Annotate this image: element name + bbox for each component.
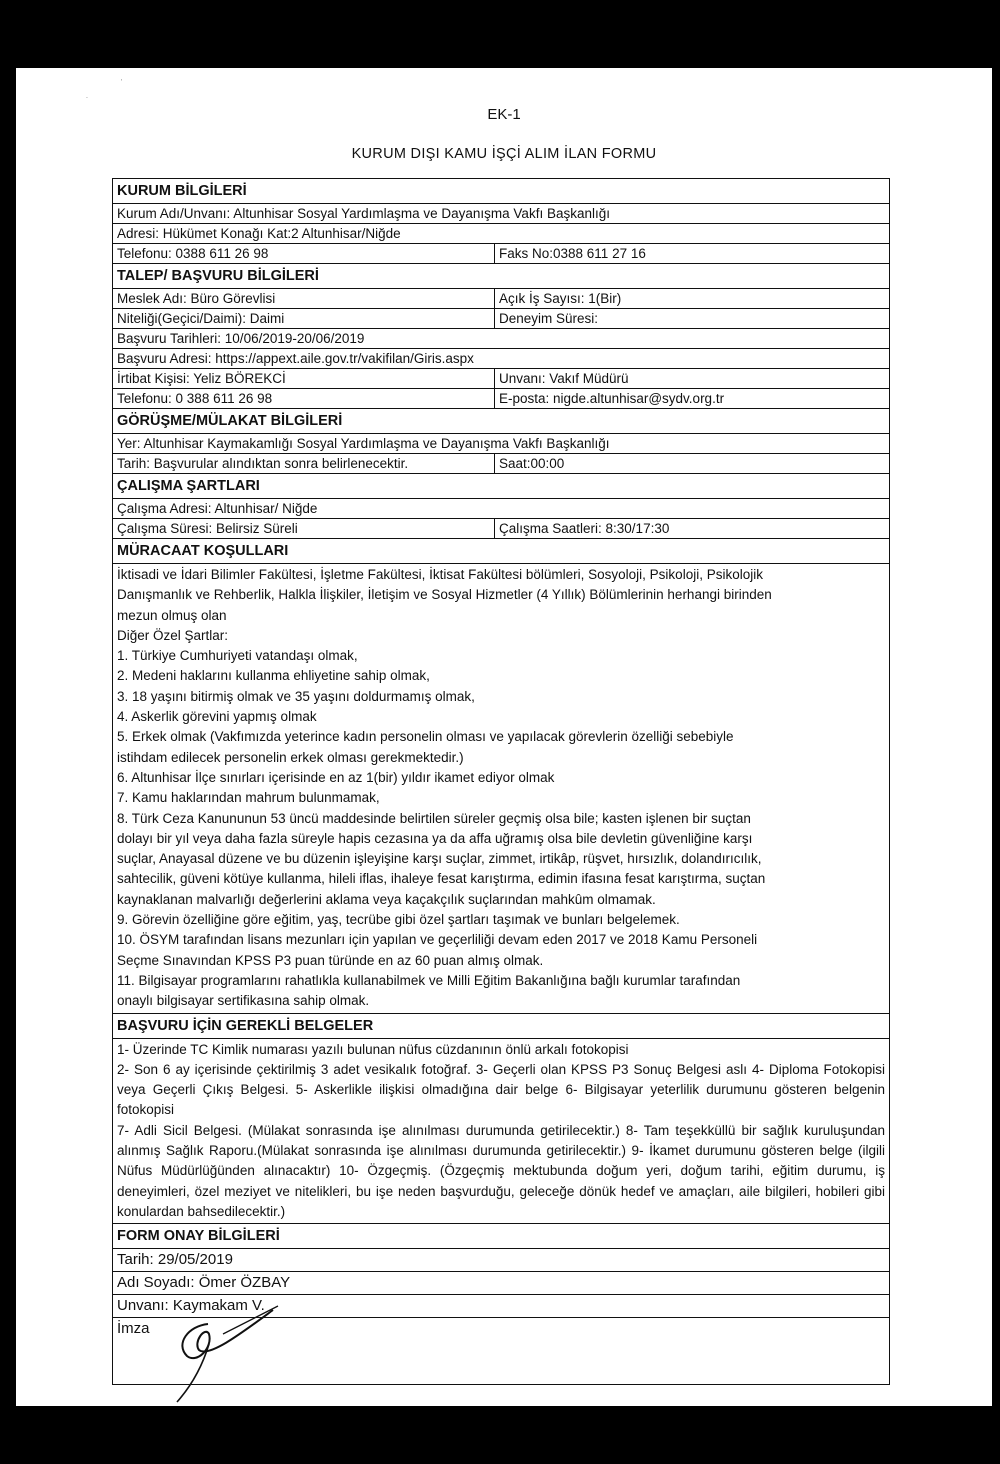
talep-row-1 [113, 289, 889, 309]
section-heading-onay: FORM ONAY BİLGİLERİ [113, 1224, 889, 1249]
muracaat-kosullari-text: İktisadi ve İdari Bilimler Fakültesi, İşletme Fakültesi, İktisat Fakültesi bölümleri, Sosyoloji, Psikoloji, Psikolojik Danışmanlık ve Rehberlik, Halkla İlişkiler, İletişim ve Sosyal Hizmetler (4 Yıllık) Bölümlerinin herhangi birinden mezun olmuş olan Diğer Özel Şartlar: 1. Türkiye Cumhuriyeti vatandaşı olmak, 2. Medeni haklarını kullanma ehliyetine sahip olmak, 3. 18 yaşını bitirmiş olmak ve 35 yaşını doldurmamış olmak, 4. Askerlik görevini yapmış olmak 5. Erkek olmak (Vakfımızda yeterince kadın personelin olması ve yapılacak görevlerin özelliği sebebiyle istihdam edilecek personelin erkek olması gerekmektedir.) 6. Altunhisar İlçe sınırları içerisinde en az 1(bir) yıldır ikamet ediyor olmak 7. Kamu haklarından mahrum bulunmamak, 8. Türk Ceza Kanununun 53 üncü maddesinde belirtilen süreler geçmiş olsa bile; kasten işlenen bir suçtan dolayı bir yıl veya daha fazla süreyle hapis cezasına ya da affa uğramış olsa bile devletin güvenliğine karşı suçlar, Anayasal düzene ve bu düzenin işleyişine karşı suçlar, zimmet, irtikâp, rüşvet, hırsızlık, dolandırıcılık, sahtecilik, güveni kötüye kullanma, hileli iflas, ihaleye fesat karıştırma, edimin ifasına fesat karıştırma, suçtan kaynaklanan malvarlığı değerlerini aklama veya kaçakçılık suçlarından mahkûm olmamak. 9. Görevin özelliğine göre eğitim, yaş, tecrübe gibi özel şartları taşımak ve bunları belgelemek. 10. ÖSYM tarafından lisans mezunları için yapılan ve geçerliliği devam eden 2017 ve 2018 Kamu Personeli Seçme Sınavından KPSS P3 puan türünde en az 60 puan almış olmak. 11. Bilgisayar programlarını rahatlıkla kullanabilmek ve Milli Eğitim Bakanlığına bağlı kurumlar tarafından onaylı bilgisayar sertifikasına sahip olmak. [113, 564, 889, 1014]
onay-unvani: Unvanı: Kaymakam V. [113, 1295, 889, 1318]
imza-row [113, 1318, 889, 1384]
scan-speck: ˙ [86, 96, 89, 105]
gorusme-tarih: Tarih: Başvurular alındıktan sonra belirlenecektir. [113, 454, 495, 473]
kurum-telefon: Telefonu: 0388 611 26 98 [113, 244, 495, 263]
gorusme-row [113, 454, 889, 474]
basvuru-adresi: Başvuru Adresi: https://appext.aile.gov.tr/vakifilan/Giris.aspx [113, 349, 889, 369]
calisma-saatleri: Çalışma Saatleri: 8:30/17:30 [499, 521, 670, 536]
kurum-contact-row [113, 244, 889, 264]
deneyim-suresi: Deneyim Süresi: [499, 311, 599, 326]
section-heading-calisma: ÇALIŞMA ŞARTLARI [113, 474, 889, 499]
section-heading-belgeler: BAŞVURU İÇİN GEREKLİ BELGELER [113, 1014, 889, 1039]
signature-icon [153, 1304, 293, 1404]
gorusme-yer: Yer: Altunhisar Kaymakamlığı Sosyal Yardımlaşma ve Dayanışma Vakfı Başkanlığı [113, 434, 889, 454]
imza-label: İmza [117, 1320, 150, 1338]
page-title: KURUM DIŞI KAMU İŞÇİ ALIM İLAN FORMU [351, 146, 657, 162]
kurum-faks: Faks No:0388 611 27 16 [499, 246, 646, 261]
talep-row-2 [113, 309, 889, 329]
gorusme-saat: Saat:00:00 [499, 456, 565, 471]
irtibat-unvani: Unvanı: Vakıf Müdürü [499, 371, 629, 386]
calisma-row [113, 519, 889, 539]
announcement-form [112, 178, 890, 1385]
acik-is-sayisi: Açık İş Sayısı: 1(Bir) [499, 291, 622, 306]
talep-row-4 [113, 389, 889, 409]
scan-speck: ˈ [120, 78, 123, 87]
irtibat-eposta: E-posta: nigde.altunhisar@sydv.org.tr [499, 391, 725, 406]
irtibat-kisisi: İrtibat Kişisi: Yeliz BÖREKCİ [113, 369, 495, 388]
onay-tarih: Tarih: 29/05/2019 [113, 1249, 889, 1272]
kurum-adres: Adresi: Hükümet Konağı Kat:2 Altunhisar/Niğde [113, 224, 889, 244]
gerekli-belgeler-text: 1- Üzerinde TC Kimlik numarası yazılı bulunan nüfus cüzdanının önlü arkalı fotokopisi 2- Son 6 ay içerisinde çektirilmiş 3 adet vesikalık fotoğraf. 3- Geçerli olan KPSS P3 Sonuç Belgesi aslı 4- Diploma Fotokopisi veya Geçerli Çıkış Belgesi. 5- Askerlikle ilişkisi olmadığına dair belge 6- Bilgisayar yeterlilik durumunu gösteren belgenin fotokopisi 7- Adli Sicil Belgesi. (Mülakat sonrasında işe alınılması durumunda getirilecektir.) 8- Tam teşekküllü bir sağlık kuruluşundan alınmış Sağlık Raporu.(Mülakat sonrasında işe alınılması durumunda getirilecektir.) 9- İkamet durumunu gösteren belge (ilgili Nüfus Müdürlüğünden alınacaktır) 10- Özgeçmiş. (Özgeçmiş mektubunda doğum yeri, doğum tarihi, eğitim durumu, iş deneyimleri, özel meziyet ve nitelikleri, bu işe neden başvurduğu, geleceğe dönük hedef ve amaçları, aile bilgileri, hobileri gibi konulardan bahsedilecektir.) [113, 1039, 889, 1225]
basvuru-tarihleri: Başvuru Tarihleri: 10/06/2019-20/06/2019 [113, 329, 889, 349]
calisma-suresi: Çalışma Süresi: Belirsiz Süreli [113, 519, 495, 538]
kurum-adi: Kurum Adı/Unvanı: Altunhisar Sosyal Yardımlaşma ve Dayanışma Vakfı Başkanlığı [113, 204, 889, 224]
document-page [16, 68, 992, 1406]
section-heading-muracaat: MÜRACAAT KOŞULLARI [113, 539, 889, 564]
meslek-adi: Meslek Adı: Büro Görevlisi [113, 289, 495, 308]
niteligi: Niteliği(Geçici/Daimi): Daimi [113, 309, 495, 328]
section-heading-gorusme: GÖRÜŞME/MÜLAKAT BİLGİLERİ [113, 409, 889, 434]
section-heading-kurum: KURUM BİLGİLERİ [113, 179, 889, 204]
calisma-adresi: Çalışma Adresi: Altunhisar/ Niğde [113, 499, 889, 519]
section-heading-talep: TALEP/ BAŞVURU BİLGİLERİ [113, 264, 889, 289]
onay-adi-soyadi: Adı Soyadı: Ömer ÖZBAY [113, 1272, 889, 1295]
annex-label: EK-1 [487, 106, 521, 123]
talep-row-3 [113, 369, 889, 389]
irtibat-telefon: Telefonu: 0 388 611 26 98 [113, 389, 495, 408]
